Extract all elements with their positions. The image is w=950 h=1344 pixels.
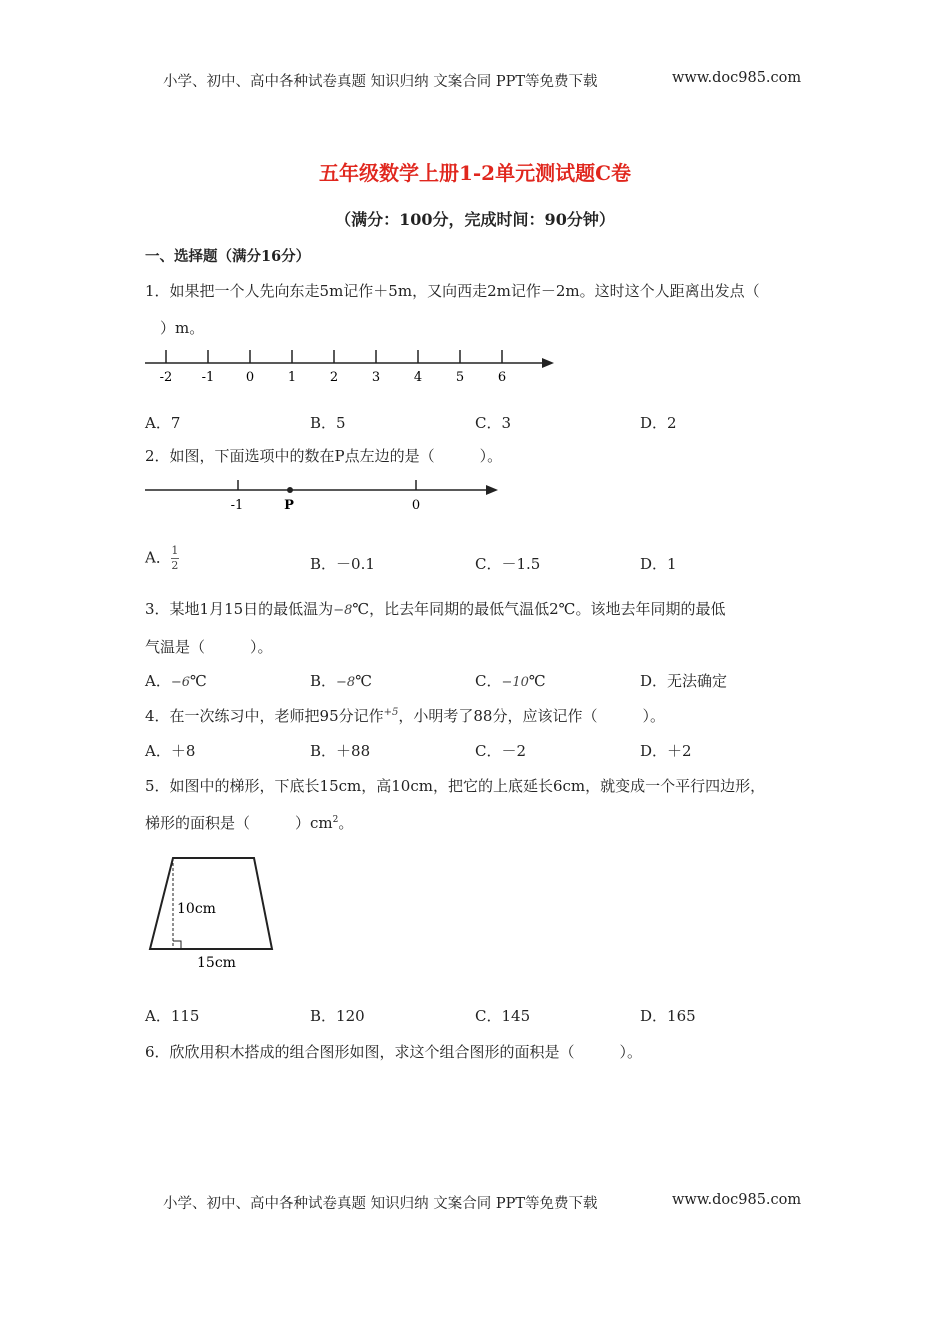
option-value: −10: [501, 675, 529, 690]
q3-option-a[interactable]: [145, 670, 207, 691]
q1-option-a[interactable]: A．7: [145, 414, 181, 432]
footer-text: 小学、初中、高中各种试卷真题 知识归纳 文案合同 PPT等免费下载: [163, 1196, 598, 1212]
q5-option-d[interactable]: D．165: [640, 1007, 696, 1025]
fraction-denominator: 2: [171, 559, 179, 572]
q2-option-a-prefix: A．: [145, 548, 171, 567]
q1-tick-label: 2: [329, 370, 339, 385]
q1-tick-label: 1: [287, 370, 297, 385]
q3-text-b: ℃，比去年同期的最低气温低2℃。该地去年同期的最低: [352, 600, 726, 618]
q3-text-cont: 气温是（ ）。: [145, 638, 273, 656]
q4-option-a[interactable]: A．＋8: [145, 742, 196, 760]
q5-text-cont: [145, 812, 353, 833]
q3-temp-value: −8: [333, 603, 353, 618]
q3-option-b[interactable]: [310, 670, 372, 691]
option-unit: ℃: [528, 672, 546, 690]
q4-text-a: 4．在一次练习中，老师把95分记作: [145, 707, 384, 725]
q1-option-b[interactable]: B．5: [310, 414, 346, 432]
q2-option-b[interactable]: B．－0.1: [310, 555, 375, 573]
trapezoid-height-label: 10cm: [177, 901, 216, 917]
q3-option-d[interactable]: D．无法确定: [640, 672, 728, 690]
q1-tick-label: 0: [245, 370, 255, 385]
option-prefix: A．: [145, 672, 171, 690]
fraction-numerator: 1: [171, 544, 179, 557]
q2-label-p: P: [284, 498, 294, 513]
q5-trapezoid-figure: [140, 850, 290, 975]
q4-text-b: ，小明考了88分，应该记作（ ）。: [398, 707, 665, 725]
footer-site[interactable]: www.doc985.com: [672, 1192, 802, 1208]
right-angle-mark: [173, 941, 181, 949]
q3-text-a: 3．某地1月15日的最低温为: [145, 600, 334, 618]
q6-text: 6．欣欣用积木搭成的组合图形如图，求这个组合图形的面积是（ ）。: [145, 1043, 643, 1061]
option-prefix: B．: [310, 672, 337, 690]
q1-tick-label: -2: [159, 370, 173, 385]
q4-option-b[interactable]: B．＋88: [310, 742, 371, 760]
q5-superscript: 2: [332, 815, 339, 825]
q2-arrow-icon: [486, 485, 498, 495]
q5-text: 5．如图中的梯形，下底长15cm，高10cm，把它的上底延长6cm，就变成一个平行四边形，: [145, 777, 766, 795]
q2-option-d[interactable]: D．1: [640, 555, 677, 573]
option-prefix: C．: [475, 672, 502, 690]
option-unit: ℃: [355, 672, 372, 690]
q3-text: [145, 598, 725, 619]
q2-option-a-fraction: [171, 545, 179, 572]
q2-option-c[interactable]: C．－1.5: [475, 555, 541, 573]
q1-number-line: [140, 345, 560, 390]
q5-text-a: 梯形的面积是（ ）cm: [145, 814, 333, 832]
option-value: −8: [336, 675, 356, 690]
trapezoid-base-label: 15cm: [197, 955, 236, 971]
header-site[interactable]: www.doc985.com: [672, 70, 802, 86]
q2-text: 2．如图，下面选项中的数在P点左边的是（ ）。: [145, 447, 503, 465]
q1-tick-label: 6: [497, 370, 507, 385]
q2-point-p: [287, 487, 293, 493]
q1-tick-label: 3: [371, 370, 381, 385]
header-text: 小学、初中、高中各种试卷真题 知识归纳 文案合同 PPT等免费下载: [163, 74, 598, 90]
q2-option-a[interactable]: [145, 545, 179, 572]
q1-tick-label: -1: [201, 370, 215, 385]
q2-number-line: [140, 475, 510, 520]
q4-option-d[interactable]: D．＋2: [640, 742, 692, 760]
q1-option-d[interactable]: D．2: [640, 414, 677, 432]
q3-option-c[interactable]: [475, 670, 546, 691]
q2-label-zero: 0: [411, 498, 421, 513]
q5-option-b[interactable]: B．120: [310, 1007, 365, 1025]
q1-tick-label: 5: [455, 370, 465, 385]
q4-text: [145, 705, 665, 726]
page-subtitle: （满分：100分，完成时间：90分钟）: [335, 210, 615, 229]
q2-label-minus-one: -1: [230, 498, 244, 513]
q5-option-c[interactable]: C．145: [475, 1007, 531, 1025]
q1-tick-label: 4: [413, 370, 423, 385]
section-heading: 一、选择题（满分16分）: [145, 248, 311, 265]
option-value: −6: [170, 675, 191, 690]
q4-plus-value: +5: [383, 707, 399, 718]
q5-text-b: 。: [338, 814, 354, 832]
q1-ticks: [160, 350, 506, 385]
option-unit: ℃: [190, 672, 207, 690]
q4-option-c[interactable]: C．－2: [475, 742, 527, 760]
page-title: 五年级数学上册1-2单元测试题C卷: [318, 161, 632, 185]
q1-text: 1．如果把一个人先向东走5m记作＋5m，又向西走2m记作－2m。这时这个人距离出发点（: [145, 282, 760, 300]
q1-text-cont: ）m。: [145, 319, 205, 337]
q5-option-a[interactable]: A．115: [145, 1007, 200, 1025]
q1-arrow-icon: [542, 358, 554, 368]
q1-option-c[interactable]: C．3: [475, 414, 512, 432]
